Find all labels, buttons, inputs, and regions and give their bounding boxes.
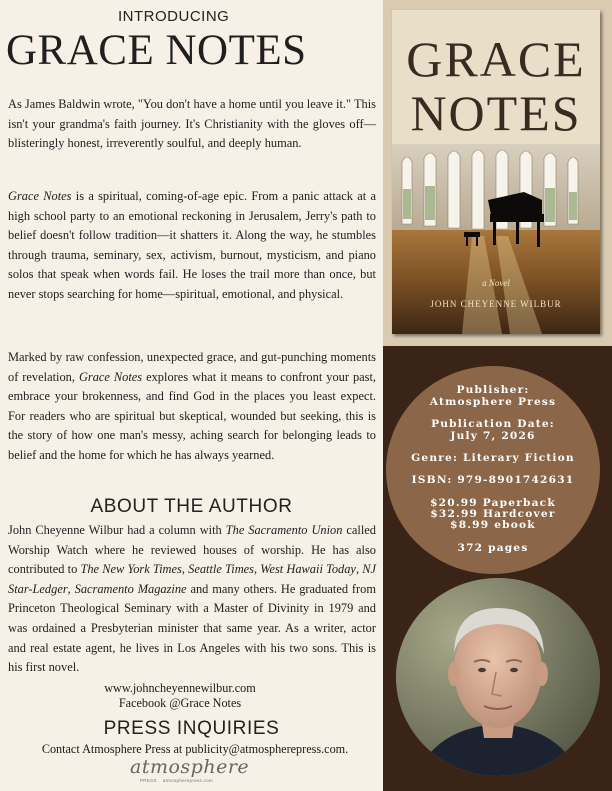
price-paperback: $20.99 Paperback [430,497,556,509]
intro-label: INTRODUCING [118,8,230,25]
book-title-italic: Grace Notes [78,369,143,384]
press-contact: Contact Atmosphere Press at publicity@atmospherepress.com. [41,742,349,756]
cover-title-line-2: NOTES [410,85,582,141]
logo-wordmark: atmosphere [130,756,250,778]
bio-text: and many others. He graduated from Princeton Theological Seminary with a Master of Divinity in 1979 and was ordained a Presbyterian minister that same year. As a writer, actor and real estate agent, he lives in Los Angeles with his two sons. This is his first novel. [8,581,377,675]
cover-subtitle: a Novel [482,278,510,288]
book-title-italic: Grace Notes [8,189,72,203]
description-paragraph-3-text-a: Marked by raw confession, unexpected grace, and gut-punching moments of revelation, [8,350,376,384]
price-hardcover: $32.99 Hardcover [430,508,556,520]
about-author-heading: ABOUT THE AUTHOR [90,496,293,517]
cover-title-line-1: GRACE [406,31,586,87]
publication-date: July 7, 2026 [450,430,536,442]
bio-text: John Cheyenne Wilbur had a column with [8,523,226,537]
author-portrait [396,578,600,776]
description-paragraph-3 [8,348,376,466]
separator: , [181,562,189,577]
publication-name: West Hawaii Today [260,562,356,577]
author-bio [8,521,376,678]
logo-url: atmospherepress.com [162,778,213,783]
facebook-handle: Facebook @Grace Notes [118,696,242,710]
publication-name: NJ Star-Ledger [8,562,376,596]
bio-text: called Worship Watch where he reviewed houses of worship. He has also contributed to [8,523,376,577]
price-ebook: $8.99 ebook [450,519,536,531]
publisher-name: Atmosphere Press [429,396,557,408]
logo-subline [140,778,219,783]
cover-author: JOHN CHEYENNE WILBUR [430,299,562,309]
description-paragraph-2-text: is a spiritual, coming-of-age epic. From a panic attack at a high school party to an emotional reckoning in Jerusalem, Jerry's path to belief doesn't follow tradition—it shatters it. Along the way, he stumbles through trauma, seminary, sex, activism, burnout, mysticism, and piano solos that speak when words fail. He loses the trail more than once, but never stops searching for home—spiritual, emotional, and physical. [8,189,376,301]
logo-press: PRESS [140,778,157,783]
publication-date-label: Publication Date: [431,418,555,430]
separator: , [253,562,261,577]
isbn: ISBN: 979-8901742631 [411,474,575,486]
atmosphere-press-logo [130,756,250,790]
press-inquiries-heading: PRESS INQUIRIES [103,718,280,739]
description-paragraph-1: As James Baldwin wrote, "You don't have a home until you leave it." This isn't your grandma's faith journey. It's Christianity with the gloves off—blisteringly honest, irreverently soulful, and deeply human. [8,97,376,151]
description-paragraph-3-text-b: explores what it means to confront your past, embrace your brokenness, and find God in the places you least expect. For readers who are spiritual but skeptical, wounded but seeking, this is the story of how one man's messy, aching search for belonging leads to belief and the home for which he has always yearned. [8,369,377,462]
separator: , [67,581,75,596]
publisher-label: Publisher: [456,384,530,396]
publication-name: The New York Times [80,562,182,577]
publication-name: The Sacramento Union [225,523,343,537]
separator: , [355,562,363,577]
description-paragraph-2 [8,187,376,305]
genre: Genre: Literary Fiction [411,452,575,464]
author-photo [396,578,600,776]
publication-name: Seattle Times [188,562,254,577]
website-link[interactable]: www.johncheyennewilbur.com [104,681,256,695]
book-cover [392,10,600,334]
page-title: GRACE NOTES [6,27,307,74]
publication-name: Sacramento Magazine [74,581,187,596]
page-count: 372 pages [457,542,529,554]
